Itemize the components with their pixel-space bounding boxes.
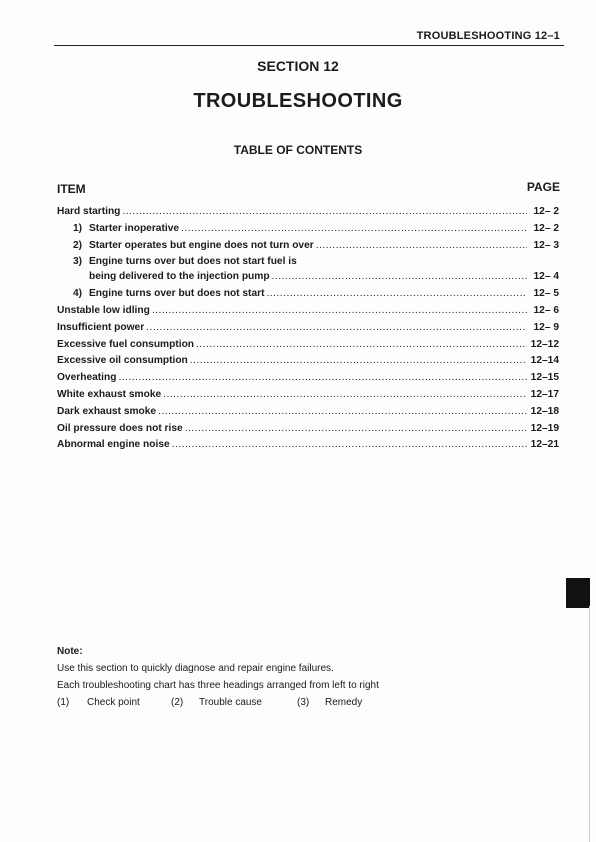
toc-entry-label: Hard starting — [57, 206, 121, 217]
toc-entry-label: Engine turns over but does not start fuel is — [89, 256, 297, 268]
toc-entry-page: 12–12 — [530, 338, 559, 350]
toc-entry-overheating[interactable] — [57, 372, 559, 389]
toc-entry-label: Engine turns over but does not start — [89, 288, 265, 300]
toc-entry-page: 12– 9 — [533, 321, 559, 333]
toc-entry-starter-operates[interactable] — [57, 240, 559, 257]
dot-leader — [146, 322, 527, 333]
item-column-header: ITEM — [57, 182, 86, 196]
toc-entry-page: 12–19 — [530, 422, 559, 434]
page-column-header: PAGE — [526, 180, 560, 194]
toc-entry-label: Excessive fuel consumption — [57, 338, 195, 350]
toc-entry-page: 12–14 — [530, 355, 559, 367]
dot-leader — [181, 223, 527, 234]
toc-entry-page: 12– 2 — [533, 222, 559, 234]
note-heading-label: Check point — [87, 697, 140, 708]
note-block — [57, 643, 379, 711]
toc-entry-oil-consumption[interactable] — [57, 355, 559, 372]
note-line: Use this section to quickly diagnose and repair engine failures. — [57, 663, 334, 674]
toc-entry-starter-inoperative[interactable] — [57, 223, 559, 240]
toc-entry-page: 12– 4 — [533, 271, 559, 283]
toc-entry-label: Dark exhaust smoke — [57, 405, 157, 417]
dot-leader — [196, 339, 527, 350]
note-heading-label: Remedy — [325, 697, 363, 708]
toc-entry-number: 3) — [73, 256, 83, 268]
toc-entry-hard-starting[interactable] — [57, 206, 559, 223]
toc-entry-fuel-consumption[interactable] — [57, 339, 559, 356]
page-title: TROUBLESHOOTING — [193, 90, 403, 112]
toc-entry-number: 1) — [73, 222, 83, 234]
dot-leader — [190, 355, 527, 366]
dot-leader — [163, 389, 527, 400]
toc-entry-number: 2) — [73, 239, 83, 251]
toc-entry-page: 12–15 — [530, 372, 559, 384]
dot-leader — [152, 305, 527, 316]
dot-leader — [118, 372, 527, 383]
note-heading-number: (1) — [57, 697, 70, 708]
toc-entry-page: 12–21 — [530, 439, 559, 451]
toc-entry-oil-pressure[interactable] — [57, 423, 559, 440]
toc-entry-label: Insufficient power — [57, 321, 145, 333]
toc-entry-page: 12–17 — [530, 388, 559, 400]
toc-entry-engine-noise[interactable] — [57, 439, 559, 456]
toc-entry-white-smoke[interactable] — [57, 389, 559, 406]
section-tab-marker — [566, 578, 590, 608]
toc-entry-page: 12– 2 — [533, 206, 559, 217]
toc-entry-unstable-idling[interactable] — [57, 305, 559, 322]
dot-leader — [172, 439, 527, 450]
toc-entry-dark-smoke[interactable] — [57, 406, 559, 423]
dot-leader — [122, 206, 527, 217]
table-of-contents — [57, 206, 559, 456]
toc-entry-label: White exhaust smoke — [57, 388, 162, 400]
running-header: TROUBLESHOOTING 12–1 — [416, 30, 560, 42]
toc-heading: TABLE OF CONTENTS — [233, 143, 363, 157]
toc-entry-label: Unstable low idling — [57, 304, 150, 316]
dot-leader — [185, 423, 527, 434]
toc-entry-fuel-delivered-line1[interactable] — [57, 256, 559, 271]
toc-entry-page: 12–18 — [530, 405, 559, 417]
toc-entry-does-not-start[interactable] — [57, 288, 559, 305]
note-heading-label: Trouble cause — [199, 697, 262, 708]
toc-entry-page: 12– 5 — [533, 288, 559, 300]
toc-entry-page: 12– 3 — [533, 239, 559, 251]
dot-leader — [316, 240, 527, 251]
toc-entry-label: Starter inoperative — [89, 222, 180, 234]
toc-entry-label: Abnormal engine noise — [57, 439, 170, 451]
header-rule — [54, 45, 564, 46]
toc-entry-label: Excessive oil consumption — [57, 355, 188, 367]
toc-entry-label: Overheating — [57, 372, 117, 384]
page-edge-line — [589, 606, 590, 842]
note-heading-number: (2) — [171, 697, 184, 708]
toc-entry-number: 4) — [73, 288, 83, 300]
dot-leader — [158, 406, 527, 417]
note-title: Note: — [57, 646, 83, 657]
toc-entry-fuel-delivered-line2[interactable] — [57, 271, 559, 288]
toc-entry-page: 12– 6 — [533, 304, 559, 316]
toc-entry-insufficient-power[interactable] — [57, 322, 559, 339]
dot-leader — [272, 271, 527, 282]
section-number: SECTION 12 — [257, 58, 339, 74]
note-heading-number: (3) — [297, 697, 310, 708]
note-headings-list — [57, 694, 379, 711]
toc-entry-label-continued: being delivered to the injection pump — [89, 271, 270, 283]
toc-entry-label: Starter operates but engine does not turn over — [89, 239, 314, 251]
toc-entry-label: Oil pressure does not rise — [57, 422, 183, 434]
note-line: Each troubleshooting chart has three headings arranged from left to right — [57, 680, 379, 691]
dot-leader — [266, 288, 527, 299]
